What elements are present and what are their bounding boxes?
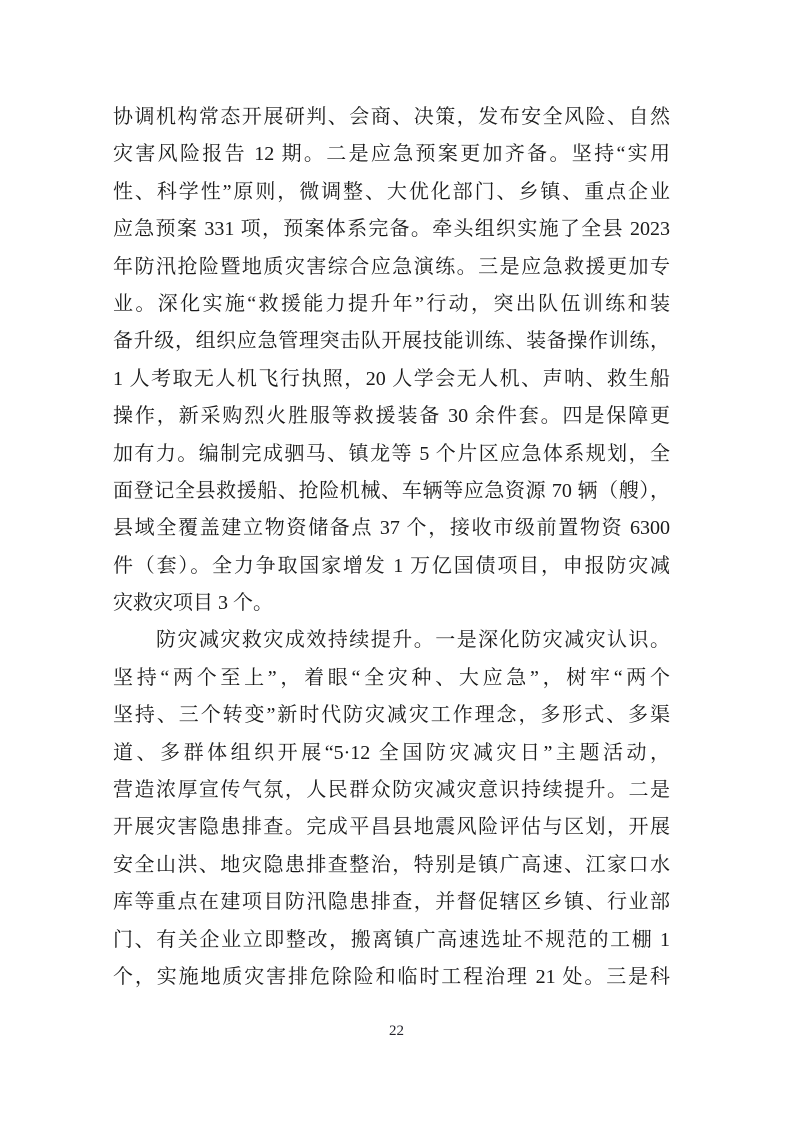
text-line: 坚持、三个转变”新时代防灾减灾工作理念，多形式、多渠	[113, 704, 670, 727]
text-line: 个，实施地质灾害排危除险和临时工程治理 21 处。三是科	[113, 965, 670, 988]
body-text-block	[113, 99, 670, 996]
text-line: 应急预案 331 项，预案体系完备。牵头组织实施了全县 2023	[113, 218, 670, 241]
text-line-paragraph-end: 灾救灾项目 3 个。	[113, 592, 273, 615]
text-line: 坚持“两个至上”，着眼“全灾种、大应急”，树牢“两个	[113, 666, 670, 689]
text-line: 1 人考取无人机飞行执照，20 人学会无人机、声呐、救生船	[113, 367, 670, 390]
text-line: 件（套）。全力争取国家增发 1 万亿国债项目，申报防灾减	[113, 554, 670, 577]
text-line: 备升级，组织应急管理突击队开展技能训练、装备操作训练，	[113, 330, 670, 353]
page-number: 22	[389, 1023, 404, 1039]
text-line: 协调机构常态开展研判、会商、决策，发布安全风险、自然	[113, 106, 670, 128]
text-line: 门、有关企业立即整改，搬离镇广高速选址不规范的工棚 1	[113, 928, 670, 951]
text-line: 开展灾害隐患排查。完成平昌县地震风险评估与区划，开展	[113, 816, 670, 839]
text-line: 年防汛抢险暨地质灾害综合应急演练。三是应急救援更加专	[113, 255, 670, 278]
text-line: 库等重点在建项目防汛隐患排查，并督促辖区乡镇、行业部	[113, 891, 670, 914]
text-line: 营造浓厚宣传气氛，人民群众防灾减灾意识持续提升。二是	[113, 779, 670, 802]
text-line-paragraph-start: 防灾减灾救灾成效持续提升。一是深化防灾减灾认识。	[156, 629, 670, 652]
text-line: 面登记全县救援船、抢险机械、车辆等应急资源 70 辆（艘），	[113, 479, 670, 502]
text-line: 县域全覆盖建立物资储备点 37 个，接收市级前置物资 6300	[113, 517, 670, 540]
text-line: 性、科学性”原则，微调整、大优化部门、乡镇、重点企业	[113, 180, 670, 203]
text-line: 操作，新采购烈火胜服等救援装备 30 余件套。四是保障更	[113, 405, 670, 428]
text-line: 安全山洪、地灾隐患排查整治，特别是镇广高速、江家口水	[113, 853, 670, 876]
text-line: 业。深化实施“救援能力提升年”行动，突出队伍训练和装	[113, 292, 670, 315]
text-line: 灾害风险报告 12 期。二是应急预案更加齐备。坚持“实用	[113, 143, 670, 166]
text-line: 加有力。编制完成驷马、镇龙等 5 个片区应急体系规划，全	[113, 442, 670, 465]
text-line: 道、多群体组织开展“5·12 全国防灾减灾日”主题活动，	[113, 741, 670, 764]
